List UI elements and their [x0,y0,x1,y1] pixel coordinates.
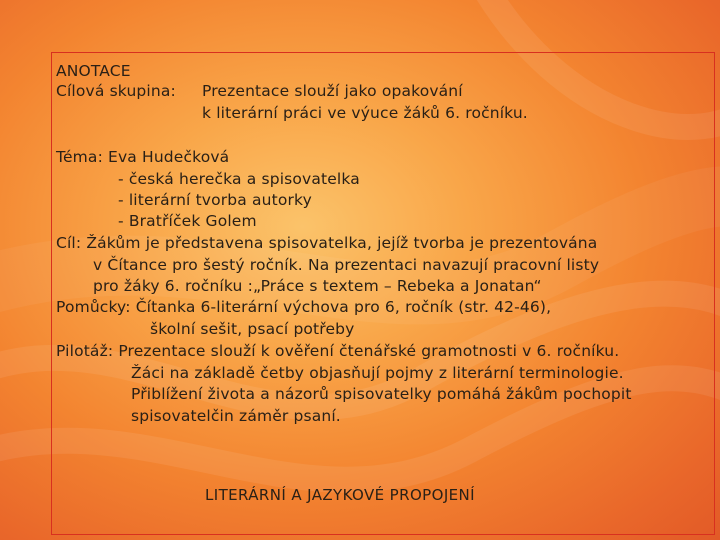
topic-item: - Bratříček Golem [118,212,257,230]
pilot-line-3: Přiblížení života a názorů spisovatelky pomáhá žákům pochopit [131,385,632,403]
pilot-line-2: Žáci na základě četby objasňují pojmy z literární terminologie. [131,364,624,382]
footer-title: LITERÁRNÍ A JAZYKOVÉ PROPOJENÍ [205,486,475,504]
target-group-label: Cílová skupina: [56,82,176,100]
goal-line-1: Cíl: Žákům je představena spisovatelka, jejíž tvorba je prezentována [56,234,598,252]
aids-line-2: školní sešit, psací potřeby [150,320,355,338]
target-group-line-1: Prezentace slouží jako opakování [202,82,463,100]
goal-line-2: v Čítance pro šestý ročník. Na prezentaci navazují pracovní listy [93,256,600,274]
pilot-line-4: spisovatelčin záměr psaní. [131,407,341,425]
target-group-line-2: k literární práci ve výuce žáků 6. ročníku. [202,104,528,122]
pilot-line-1: Pilotáž: Prezentace slouží k ověření čtenářské gramotnosti v 6. ročníku. [56,342,620,360]
topic-line: Téma: Eva Hudečková [56,148,230,166]
aids-line-1: Pomůcky: Čítanka 6-literární výchova pro 6, ročník (str. 42-46), [56,298,552,316]
topic-item: - česká herečka a spisovatelka [118,170,360,188]
annotation-heading: ANOTACE [56,62,131,80]
goal-line-3: pro žáky 6. ročníku :„Práce s textem – Rebeka a Jonatan“ [93,277,542,295]
topic-item: - literární tvorba autorky [118,191,312,209]
